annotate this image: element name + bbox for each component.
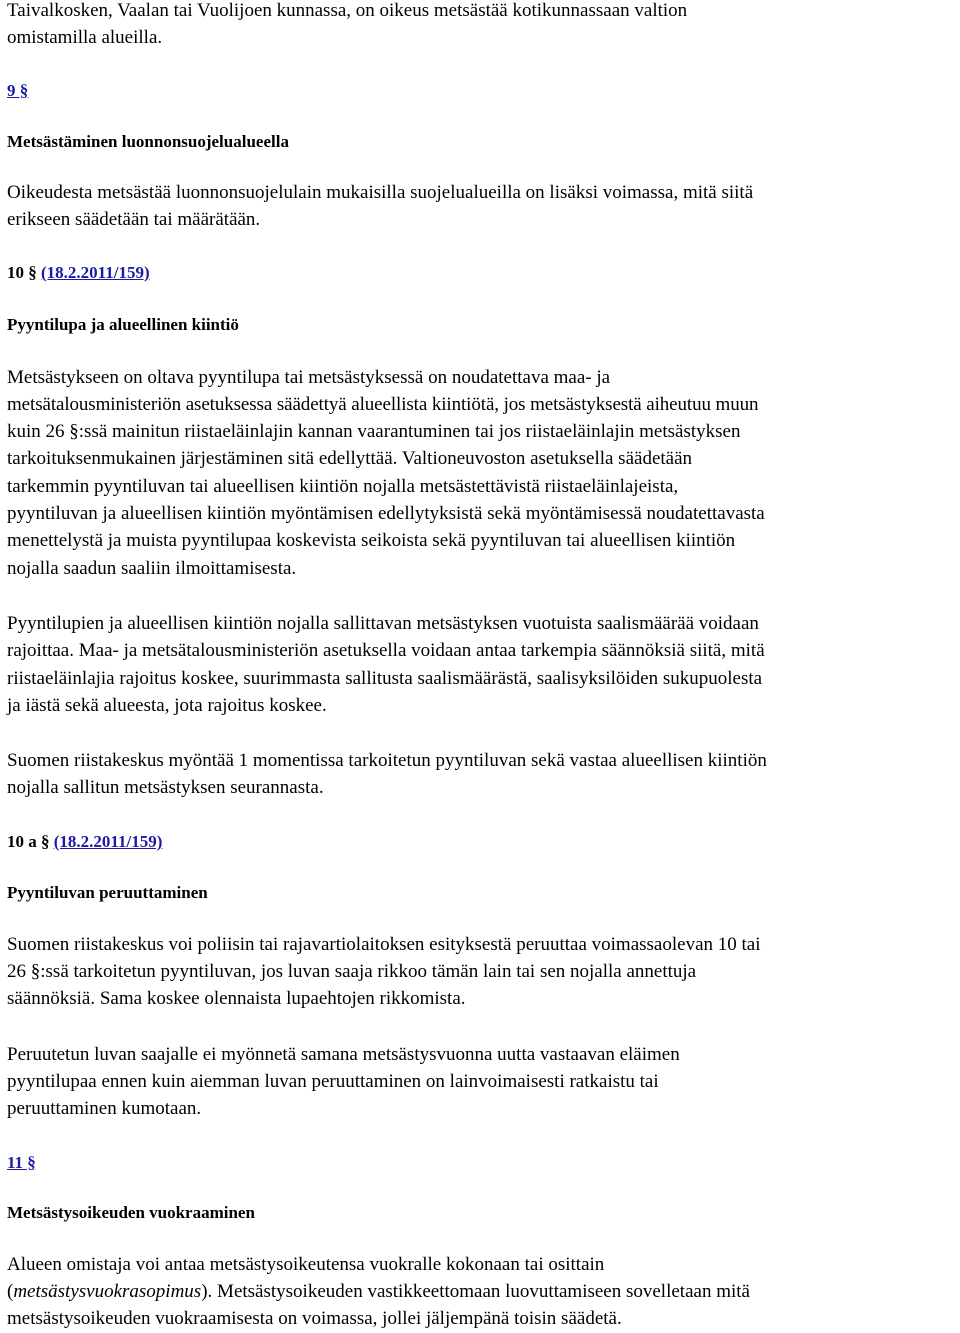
section-10a-para-1-line: Suomen riistakeskus voi poliisin tai rajavartiolaitoksen esityksestä peruuttaa voimassaolevan 10 tai bbox=[7, 934, 761, 955]
section-10-para-2-line: riistaeläinlajia rajoitus koskee, suurimmasta sallitusta saalismäärästä, saalisyksilöiden sukupuolesta bbox=[7, 668, 763, 689]
line-rest: ). Metsästysoikeuden vastikkeettomaan luovuttamiseen sovelletaan mitä bbox=[201, 1281, 750, 1302]
section-10a-amendment-link[interactable]: (18.2.2011/159) bbox=[53, 832, 163, 851]
section-10-para-1-line: kuin 26 §:ssä mainitun riistaeläinlajin kannan vaarantuminen tai jos riistaeläinlajin metsästyksen bbox=[7, 421, 741, 442]
intro-line-2: omistamilla alueilla. bbox=[7, 27, 163, 48]
section-10-para-1-line: menettelystä ja muista pyyntilupaa koskevista seikoista sekä pyyntiluvan tai alueellisen kiintiön bbox=[7, 530, 736, 551]
section-10-number: 10 § bbox=[7, 263, 37, 282]
section-10-para-2-line: rajoittaa. Maa- ja metsätalousministeriön asetuksella voidaan antaa tarkempia säännöksiä siitä, mitä bbox=[7, 640, 765, 661]
section-11-title: Metsästysoikeuden vuokraaminen bbox=[7, 1203, 255, 1222]
section-10-para-1-line: tarkoituksenmukainen järjestäminen sitä edellyttää. Valtioneuvoston asetuksella säädetään bbox=[7, 448, 693, 469]
section-10-heading bbox=[7, 261, 150, 285]
section-11-link[interactable]: 11 § bbox=[7, 1153, 36, 1172]
section-9-link[interactable]: 9 § bbox=[7, 81, 29, 100]
section-10a-number: 10 a § bbox=[7, 832, 50, 851]
section-9-title: Metsästäminen luonnonsuojelualueella bbox=[7, 132, 289, 151]
section-10-para-1-line: tarkemmin pyyntiluvan tai alueellisen kiintiön nojalla metsästettävistä riistaeläinlajeista, bbox=[7, 476, 679, 497]
section-9-heading bbox=[7, 79, 28, 103]
section-10-para-3-line: Suomen riistakeskus myöntää 1 momentissa tarkoitetun pyyntiluvan sekä vastaa alueellisen kiintiön bbox=[7, 750, 767, 771]
italic-term: metsästysvuokrasopimus bbox=[13, 1281, 202, 1302]
section-9-para-line: Oikeudesta metsästää luonnonsuojelulain mukaisilla suojelualueilla on lisäksi voimassa, mitä siitä bbox=[7, 182, 754, 203]
section-10-para-1-line: pyyntiluvan ja alueellisen kiintiön myöntämisen edellytyksistä sekä myöntämisessä noudatettavasta bbox=[7, 503, 765, 524]
section-10a-para-2-line: pyyntilupaa ennen kuin aiemman luvan peruuttaminen on lainvoimaisesti ratkaistu tai bbox=[7, 1071, 659, 1092]
section-10-para-3-line: nojalla sallitun metsästyksen seurannasta. bbox=[7, 777, 324, 798]
section-11-para-line: metsästysoikeuden vuokraamisesta on voimassa, jollei jäljempänä toisin säädetä. bbox=[7, 1308, 622, 1329]
section-10a-heading bbox=[7, 830, 162, 854]
section-11-para-line-2 bbox=[7, 1278, 750, 1305]
section-10a-para-1-line: säännöksiä. Sama koskee olennaista lupaehtojen rikkomista. bbox=[7, 988, 466, 1009]
section-11-heading bbox=[7, 1151, 36, 1175]
section-10a-para-2-line: Peruutetun luvan saajalle ei myönnetä samana metsästysvuonna uutta vastaavan eläimen bbox=[7, 1044, 680, 1065]
intro-line-1: Taivalkosken, Vaalan tai Vuolijoen kunnassa, on oikeus metsästää kotikunnassaan valtion bbox=[7, 0, 688, 21]
section-10a-para-2-line: peruuttaminen kumotaan. bbox=[7, 1098, 202, 1119]
section-10-para-1-line: nojalla saadun saaliin ilmoittamisesta. bbox=[7, 558, 297, 579]
section-10a-title: Pyyntiluvan peruuttaminen bbox=[7, 883, 208, 902]
section-10-para-1-line: metsätalousministeriön asetuksessa säädettyä alueellista kiintiötä, jos metsästyksestä aiheutuu muun bbox=[7, 394, 759, 415]
section-11-para-line: Alueen omistaja voi antaa metsästysoikeutensa vuokralle kokonaan tai osittain bbox=[7, 1254, 605, 1275]
section-10-para-2-line: ja iästä sekä alueesta, jota rajoitus koskee. bbox=[7, 695, 327, 716]
section-9-para-line: erikseen säädetään tai määrätään. bbox=[7, 209, 261, 230]
open-paren: ( bbox=[7, 1281, 14, 1302]
section-10-amendment-link[interactable]: (18.2.2011/159) bbox=[41, 263, 150, 282]
section-10a-para-1-line: 26 §:ssä tarkoitetun pyyntiluvan, jos luvan saaja rikkoo tämän lain tai sen nojalla annettuja bbox=[7, 961, 697, 982]
section-10-para-2-line: Pyyntilupien ja alueellisen kiintiön nojalla sallittavan metsästyksen vuotuista saalismäärää voidaan bbox=[7, 613, 759, 634]
section-10-title: Pyyntilupa ja alueellinen kiintiö bbox=[7, 315, 239, 334]
section-10-para-1-line: Metsästykseen on oltava pyyntilupa tai metsästyksessä on noudatettava maa- ja bbox=[7, 367, 611, 388]
